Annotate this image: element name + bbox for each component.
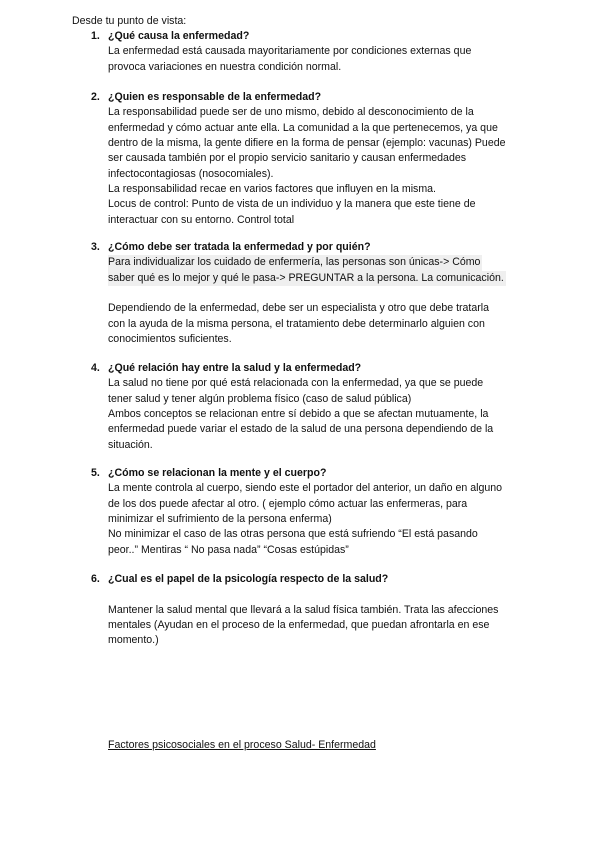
answer-line: No minimizar el caso de las otras persona que está sufriendo “El está pasando: [108, 528, 478, 541]
question-title-text: ¿Quien es responsable de la enfermedad?: [108, 91, 322, 103]
section-heading-factores: Factores psicosociales en el proceso Salud- Enfermedad: [108, 739, 376, 751]
intro-text: Desde tu punto de vista:: [72, 15, 187, 27]
question-title: [91, 466, 551, 481]
answer-line: momento.): [108, 634, 159, 647]
answer-line: minimizar el sufrimiento de la persona enferma): [108, 513, 332, 526]
answer-line: interactuar con su entorno. Control total: [108, 213, 295, 226]
answer-line: tener salud y tener algún problema físico (caso de salud pública): [108, 392, 412, 405]
question-number: 5.: [91, 467, 100, 479]
answer-line: La responsabilidad puede ser de uno mismo, debido al desconocimiento de la: [108, 106, 474, 119]
answer-line: Mantener la salud mental que llevará a la salud física también. Trata las afecciones: [108, 603, 499, 616]
answer-line: ser causada también por el propio servicio sanitario y causan enfermedades: [108, 152, 467, 165]
question-title: [91, 29, 551, 44]
question-title: [91, 572, 551, 587]
question-section: [91, 466, 551, 558]
answer-line: La salud no tiene por qué está relacionada con la enfermedad, ya que se puede: [108, 377, 484, 390]
question-number: 2.: [91, 91, 100, 103]
question-number: 4.: [91, 362, 100, 374]
answer-line: provoca variaciones en nuestra condición normal.: [108, 60, 342, 73]
answer-line: peor..” Mentiras “ No pasa nada” “Cosas estúpidas”: [108, 543, 349, 556]
answer-line: enfermedad puede variar el estado de la salud de una persona dependiendo de la: [108, 423, 494, 436]
highlighted-text: Para individualizar los cuidado de enfermería, las personas son únicas-> Cómo: [108, 255, 482, 270]
answer-line: mentales (Ayudan en el proceso de la enfermedad, que puedan afrontarla en ese: [108, 619, 490, 632]
question-section: [91, 29, 551, 75]
answer-line: con la ayuda de la misma persona, el tratamiento debe determinarlo alguien con: [108, 317, 485, 330]
answer-line: Ambos conceptos se relacionan entre sí debido a que se afectan mutuamente, la: [108, 408, 489, 421]
question-title: [91, 361, 551, 376]
answer-line: enfermedad y cómo actuar ante ella. La comunidad a la que pertenecemos, ya que: [108, 121, 498, 134]
answer-line: infectocontagiosas (nosocomiales).: [108, 167, 274, 180]
question-title: [91, 240, 551, 255]
answer-line: situación.: [108, 438, 153, 451]
answer-line: La responsabilidad recae en varios factores que influyen en la misma.: [108, 183, 437, 196]
answer-line: dentro de la misma, la gente difiere en la forma de pensar (ejemplo: vacunas) Puede: [108, 137, 506, 150]
question-title: [91, 90, 551, 105]
question-section: [91, 361, 551, 453]
answer-line: Locus de control: Punto de vista de un individuo y la manera que este tiene de: [108, 198, 476, 211]
answer-line: conocimientos suficientes.: [108, 333, 232, 346]
answer-line: La mente controla al cuerpo, siendo este el portador del anterior, un daño en alguno: [108, 482, 503, 495]
question-number: 3.: [91, 241, 100, 253]
answer-line: Dependiendo de la enfermedad, debe ser un especialista y otro que debe tratarla: [108, 302, 490, 315]
question-section: [91, 90, 551, 228]
answer-line: La enfermedad está causada mayoritariamente por condiciones externas que: [108, 45, 472, 58]
question-number: 6.: [91, 573, 100, 585]
question-section: [91, 240, 551, 347]
question-title-text: ¿Cómo se relacionan la mente y el cuerpo?: [108, 467, 327, 479]
question-section: [91, 572, 551, 649]
question-number: 1.: [91, 30, 100, 42]
question-title-text: ¿Qué causa la enfermedad?: [108, 30, 250, 42]
question-title-text: ¿Cómo debe ser tratada la enfermedad y por quién?: [108, 241, 371, 253]
highlighted-text: saber qué es lo mejor y qué le pasa-> PREGUNTAR a la persona. La comunicación.: [108, 271, 506, 286]
question-title-text: ¿Cual es el papel de la psicología respecto de la salud?: [108, 573, 389, 585]
question-title-text: ¿Qué relación hay entre la salud y la enfermedad?: [108, 362, 362, 374]
answer-line: de los dos puede afectar al otro. ( ejemplo cómo actuar las enfermeras, para: [108, 497, 468, 510]
